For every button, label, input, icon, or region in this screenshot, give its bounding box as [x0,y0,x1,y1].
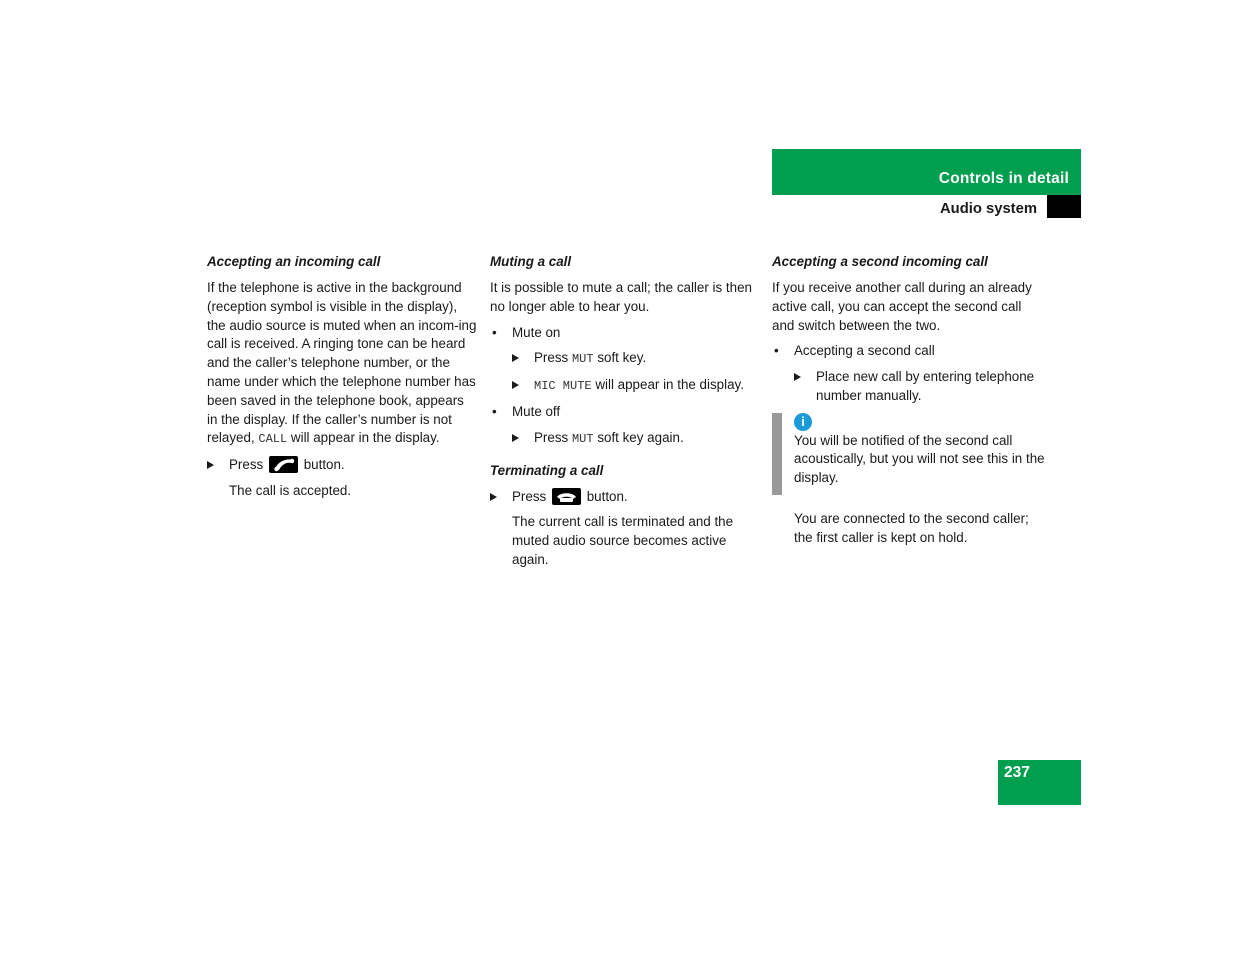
step-arrow-icon [512,354,519,362]
bullet-accepting-second: • Accepting a second call [772,342,1047,361]
step-press-mut-again: Press MUT soft key again. [512,429,760,449]
heading-accepting-call: Accepting an incoming call [207,254,381,269]
bullet-mute-off: • Mute off [490,403,760,422]
bullet-dot-icon: • [774,343,779,359]
display-text-mut: MUT [571,431,594,446]
heading-second-call: Accepting a second incoming call [772,254,988,269]
info-icon: i [794,413,812,431]
step-press-accept: Press button. [207,456,477,475]
display-text-mut: MUT [571,352,594,367]
paragraph-muting-intro: It is possible to mute a call; the caller is then no longer able to hear you. [490,280,752,314]
heading-terminating-call: Terminating a call [490,462,604,478]
result-call-accepted: The call is accepted. [229,482,352,498]
header-tab-marker [1047,195,1081,218]
column-second-call [772,252,1047,555]
step-press-mut: Press MUT soft key. [512,349,760,369]
paragraph-second-call-intro: If you receive another call during an already active call, you can accept the second call and switch between the two. [772,280,1032,333]
phone-hangup-icon [552,488,581,505]
step-press-end: Press button. [490,488,760,507]
step-mic-mute: MIC MUTE will appear in the display. [512,376,760,396]
step-arrow-icon [512,381,519,389]
page-number-box [998,760,1081,805]
step-arrow-icon [512,434,519,442]
result-connected-second: You are connected to the second caller; the first caller is kept on hold. [794,510,1029,545]
bullet-dot-icon: • [492,324,497,340]
bullet-mute-on: • Mute on [490,324,760,343]
step-place-new-call: Place new call by entering telephone number manually. [794,368,1047,406]
column-muting-call [490,252,760,577]
page-number: 237 [1004,764,1030,781]
note-bar [772,413,782,495]
step-arrow-icon [490,493,497,501]
note-text: You will be notified of the second call acoustically, but you will not see this in the display. [794,432,1045,486]
display-text-mic-mute: MIC MUTE [534,379,592,394]
section-title: Controls in detail [938,170,1069,187]
column-accepting-call [207,252,477,508]
step-arrow-icon [207,461,214,469]
section-header [772,149,1081,195]
step-arrow-icon [794,373,801,381]
info-note [772,413,1047,488]
result-call-terminated: The current call is terminated and the muted audio source becomes active again. [512,514,734,567]
bullet-dot-icon: • [492,403,497,419]
section-subtitle: Audio system [939,201,1037,217]
heading-muting-call: Muting a call [490,254,572,269]
display-text-call: CALL [258,432,288,447]
paragraph-accepting-call: If the telephone is active in the background (reception symbol is visible in the display), the audio source is muted when an incom-ing call is received. A ringing tone can be heard and the caller’s telephone number, or the name under which the telephone number has been saved in the telephone book, appears in the display. If the caller’s number is not relayed, CALL will appear in the display. [207,280,477,447]
phone-pickup-icon [269,456,298,473]
